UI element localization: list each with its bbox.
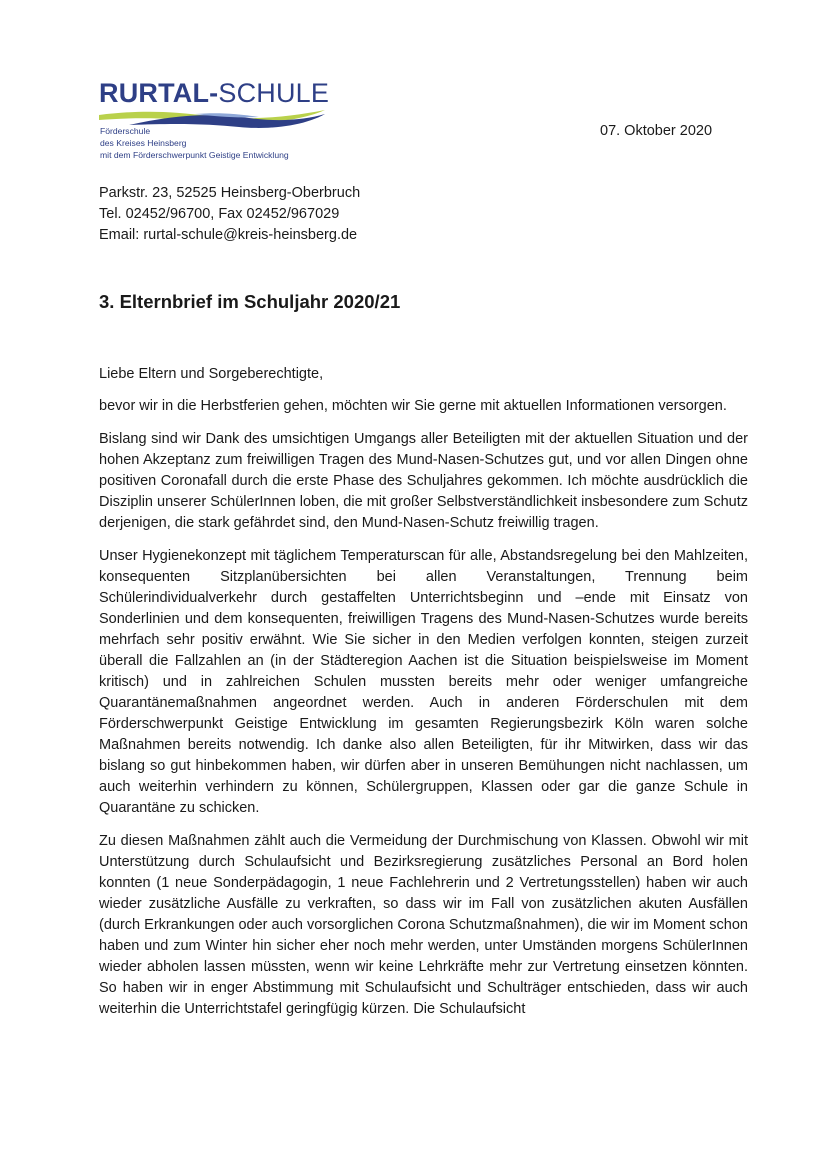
school-address (99, 183, 360, 246)
logo-subtitle (100, 125, 289, 161)
logo-subtitle-line: des Kreises Heinsberg (100, 138, 187, 148)
letter-date: 07. Oktober 2020 (600, 123, 713, 139)
letter-heading: 3. Elternbrief im Schuljahr 2020/21 (99, 291, 401, 312)
logo-subtitle-line: mit dem Förderschwerpunkt Geistige Entwicklung (100, 150, 289, 160)
letter-paragraph: Bislang sind wir Dank des umsichtigen Umgangs aller Beteiligten mit der aktuellen Situation und der hohen Akzeptanz zum freiwilligen Tragen des Mund-Nasen-Schutzes gut, und vor allen Dingen ohne positiven Coronafall durch die erste Phase des Schuljahres gekommen. Ich möchte ausdrücklich die Disziplin unserer SchülerInnen loben, die mit großer Selbstverständlichkeit insbesondere zum Schutz derjenigen, die stark gefährdet sind, den Mund-Nasen-Schutz freiwillig tragen. (99, 431, 748, 531)
address-email: Email: rurtal-schule@kreis-heinsberg.de (99, 227, 358, 243)
school-logo (99, 78, 331, 166)
logo-title-bold: RURTAL- (99, 78, 219, 108)
letter-greeting: Liebe Eltern und Sorgeberechtigte, (99, 366, 324, 382)
address-phone: Tel. 02452/96700, Fax 02452/967029 (99, 206, 340, 222)
letter-body (99, 364, 748, 1032)
logo-subtitle-line: Förderschule (100, 126, 151, 136)
address-street: Parkstr. 23, 52525 Heinsberg-Oberbruch (99, 185, 361, 201)
letter-paragraph: Zu diesen Maßnahmen zählt auch die Vermeidung der Durchmischung von Klassen. Obwohl wir mit Unterstützung durch Schulaufsicht und Bezirksregierung zusätzliches Personal an Bord holen konnten (1 neue Sonderpädagogin, 1 neue Fachlehrerin und 2 Vertretungsstellen) haben wir auch wieder zusätzliche Ausfälle zu verkraften, so dass wir im Fall von zusätzlichen akuten Ausfällen (durch Erkrankungen oder auch vorsorglichen Corona Schutzmaßnahmen), die wir im Moment schon haben und zum Winter hin sicher eher noch mehr werden, unter Umständen morgens SchülerInnen wieder abholen lassen müssten, wenn wir keine Lehrkräfte mehr zur Vertretung einsetzen könnten. So haben wir in enger Abstimmung mit Schulaufsicht und Schulträger entschieden, dass wir auch weiterhin die Unterrichtstafel geringfügig kürzen. Die Schulaufsicht (99, 833, 748, 1017)
letter-paragraph: bevor wir in die Herbstferien gehen, möchten wir Sie gerne mit aktuellen Informationen versorgen. (99, 398, 727, 414)
logo-title-regular: SCHULE (218, 78, 330, 108)
logo-title (99, 78, 329, 108)
letter-paragraph: Unser Hygienekonzept mit täglichem Temperaturscan für alle, Abstandsregelung bei den Mahlzeiten, konsequenten Sitzplanübersichten bei allen Veranstaltungen, Trennung beim Schülerindividualverkehr durch gestaffelten Unterrichtsbeginn und –ende mit Einsatz von Sonderlinien und dem konsequenten, freiwilligen Tragens des Mund-Nasen-Schutzes wurde bereits mehrfach sehr positiv erwähnt. Wie Sie sicher in den Medien verfolgen konnten, steigen zurzeit überall die Fallzahlen an (in der Städteregion Aachen ist die Situation beispielsweise im Moment kritisch) und in zahlreichen Schulen mussten bereits mehr oder weniger umfangreiche Quarantänemaßnahmen angeordnet werden. Auch in anderen Förderschulen mit dem Förderschwerpunkt Geistige Entwicklung im gesamten Regierungsbezirk Köln waren solche Maßnahmen bereits notwendig. Ich danke also allen Beteiligten, für ihr Mitwirken, dass wir das bislang so gut hinbekommen haben, wir dürfen aber in unseren Bemühungen nicht nachlassen, um auch weiterhin verhindern zu können, Schülergruppen, Klassen oder gar die ganze Schule in Quarantäne zu schicken. (99, 548, 748, 816)
